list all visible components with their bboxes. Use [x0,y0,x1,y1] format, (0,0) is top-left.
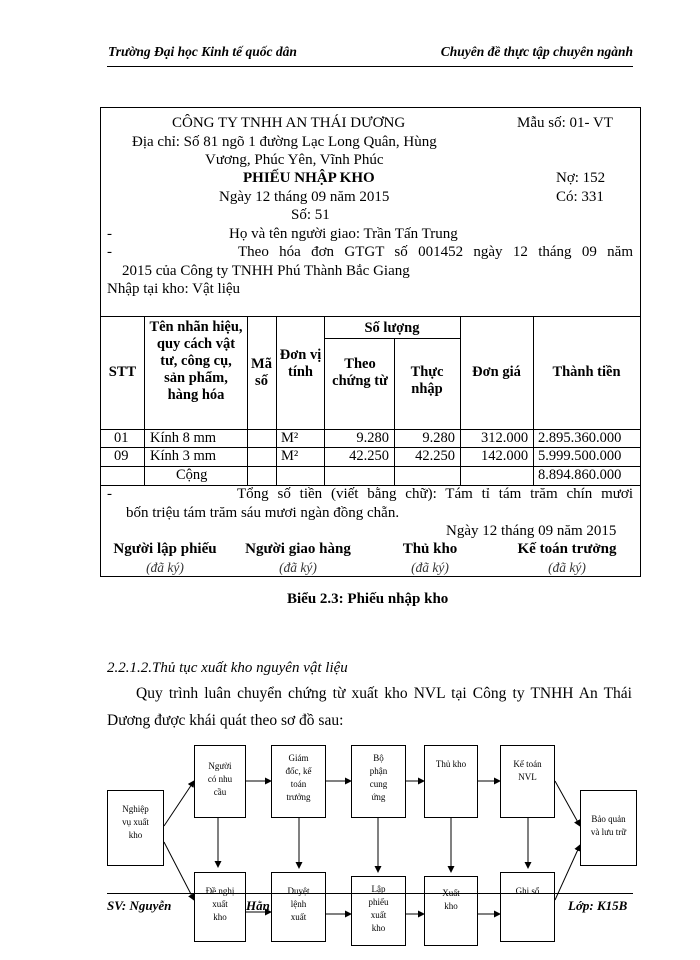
flow-text: Lập [371,884,386,894]
receipt-title: PHIẾU NHẬP KHO [243,170,375,186]
flow-text: lệnh [290,899,307,909]
flow-box-director [271,745,326,818]
total-amount: 8.894.860.000 [538,467,622,483]
flow-box-issue-slip [351,876,406,946]
section-heading: 2.2.1.2.Thủ tục xuất kho nguyên vật liệu [107,660,348,676]
col-header-qty-doc: Theo chứng từ [332,356,388,389]
flow-text: Ghi sổ [515,886,540,896]
footer-student-a: SV: Nguyễn [107,898,172,913]
col-header-stt: STT [108,364,137,380]
flow-text: kho [371,923,386,933]
signer-role: Người giao hàng [245,541,351,557]
cell-qty-actual: 42.250 [415,448,455,464]
flow-text: cung [369,779,388,789]
flow-box-approve [271,872,326,942]
flow-text: phiếu [368,897,389,907]
signer-status: (đã ký) [146,560,184,575]
flow-text: ứng [371,792,386,802]
col-header-qty-actual: Thực nhập [410,364,444,397]
footer-class: Lớp: K15B [568,898,628,913]
warehouse: Nhập tại kho: Vật liệu [107,281,241,297]
cell-name: Kính 8 mm [150,430,217,446]
flow-text: phận [369,766,388,776]
cell-stt: 09 [114,448,129,464]
cell-qty-actual: 9.280 [422,430,455,446]
flow-text: kho [213,912,227,922]
amount-in-words-1: Tổng số tiền (viết bằng chữ): Tám tỉ tám trăm chín mươi [237,486,633,502]
flow-end-box [580,790,637,866]
flow-text: trưởng [286,792,311,802]
amount-in-words-2: bốn triệu tám trăm sáu mươi ngàn đồng chẵn. [126,505,400,521]
total-label: Cộng [176,467,208,483]
signer-role: Thủ kho [402,541,458,557]
dash: - [107,486,112,502]
sign-date: Ngày 12 tháng 09 năm 2015 [446,523,617,539]
col-header-price: Đơn giá [472,364,521,380]
paragraph-line-2: Dương được khái quát theo sơ đồ sau: [107,712,344,729]
col-header-name: Tên nhãn hiệu, quy cách vật tư, công cụ, sản phẩm, hàng hóa [149,319,243,403]
flow-text: Đề nghị [205,886,235,896]
flow-text: kho [444,901,458,911]
col-header-qty: Số lượng [364,320,420,336]
flow-box-issue [424,876,478,946]
flow-box-record [500,872,555,942]
address-line-1: Địa chỉ: Số 81 ngõ 1 đường Lạc Long Quân, Hùng [132,134,437,150]
paragraph-line-1: Quy trình luân chuyển chứng từ xuất kho NVL tại Công ty TNHH An Thái [136,685,632,702]
debit-account: Nợ: 152 [556,170,606,186]
flow-text: đốc, kế [285,766,312,776]
flow-text: kho [128,830,143,840]
flow-start-box [107,790,164,866]
flow-text: Duyệt [287,886,310,896]
flow-box-accountant [500,745,555,818]
flow-text: Nghiệp [122,804,149,814]
cell-qty-doc: 42.250 [349,448,389,464]
cell-qty-doc: 9.280 [356,430,389,446]
flow-text: và lưu trữ [590,827,627,837]
cell-amount: 5.999.500.000 [538,448,622,464]
flow-text: xuất [370,910,387,920]
cell-unit: M² [281,448,299,464]
cell-name: Kính 3 mm [150,448,217,464]
signer-status: (đã ký) [411,560,449,575]
flow-text: có nhu [207,774,233,784]
flow-text: Giám [288,753,309,763]
flow-box-requester [194,745,246,818]
flow-text: Người [208,761,232,771]
figure-caption: Biểu 2.3: Phiếu nhập kho [287,591,449,607]
cell-price: 312.000 [481,430,529,446]
deliverer: Họ và tên người giao: Trần Tấn Trung [229,226,458,242]
footer-rule [107,893,633,894]
flow-box-supply [351,745,406,818]
company-name: CÔNG TY TNHH AN THÁI DƯƠNG [172,115,406,131]
col-header-code: Mã số [251,356,272,389]
cell-amount: 2.895.360.000 [538,430,622,446]
flow-text: Kế toán [513,759,542,769]
flow-text: Bộ [373,753,384,763]
flow-text: toán [290,779,307,789]
signer-role: Người lập phiếu [113,541,217,557]
flow-text: Xuất [442,888,460,898]
credit-account: Có: 331 [556,189,604,205]
signer-status: (đã ký) [279,560,317,575]
dash: - [107,244,112,260]
col-header-unit: Đơn vị tính [279,347,322,380]
col-header-amount: Thành tiền [552,364,621,380]
flow-text: xuất [290,912,307,922]
form-number: Mẫu số: 01- VT [517,115,613,131]
flow-text: cầu [213,787,227,797]
signer-status: (đã ký) [548,560,586,575]
cell-unit: M² [281,430,299,446]
flow-box-request [194,872,246,942]
receipt-number: Số: 51 [291,207,330,223]
invoice-line-2: 2015 của Công ty TNHH Phú Thành Bắc Giang [122,263,410,279]
flow-text: xuất [212,899,228,909]
flow-text: Thủ kho [435,759,467,769]
invoice-line-1: Theo hóa đơn GTGT số 001452 ngày 12 tháng 09 năm [238,244,633,260]
flow-text: NVL [518,772,537,782]
dash: - [107,226,112,242]
cell-price: 142.000 [481,448,529,464]
flow-text: Bảo quản [591,814,626,824]
footer-student-b: Hằn [246,898,270,913]
cell-stt: 01 [114,430,129,446]
receipt-date: Ngày 12 tháng 09 năm 2015 [219,189,390,205]
address-line-2: Vương, Phúc Yên, Vĩnh Phúc [205,152,384,168]
header-report: Chuyên đề thực tập chuyên ngành [440,44,633,59]
flow-text: vụ xuất [122,817,149,827]
signer-role: Kế toán trưởng [517,541,617,557]
header-school: Trường Đại học Kinh tế quốc dân [108,44,297,59]
flow-box-storekeeper [424,745,478,818]
